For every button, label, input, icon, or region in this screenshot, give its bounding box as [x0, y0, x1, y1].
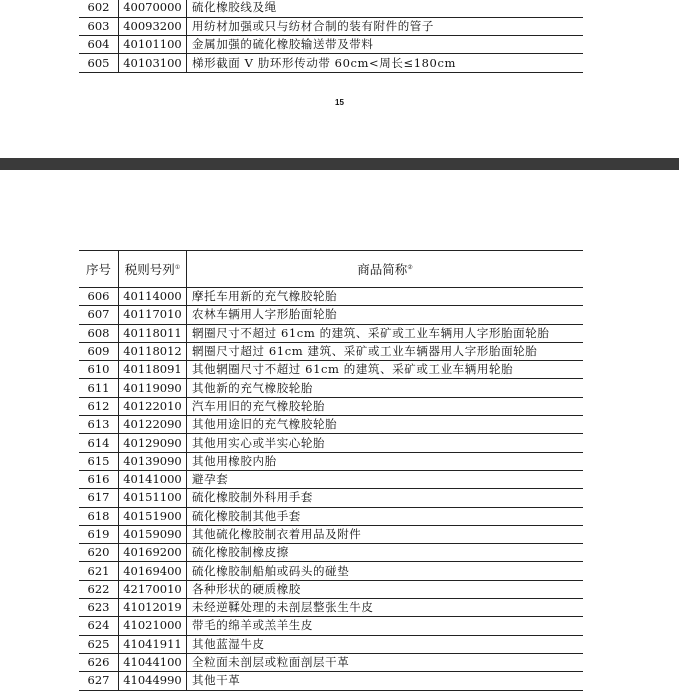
- row-product-name: 辋圈尺寸不超过 61cm 的建筑、采矿或工业车辆用人字形胎面轮胎: [187, 324, 584, 342]
- page-lower: [0, 170, 679, 695]
- row-tariff-code: 40139090: [119, 452, 187, 470]
- row-product-name: 硫化橡胶制其他手套: [187, 507, 584, 525]
- row-product-name: 用纺材加强或只与纺材合制的装有附件的管子: [187, 17, 584, 35]
- column-header-seq: 序号: [79, 251, 119, 288]
- table-row: [79, 507, 583, 525]
- row-product-name: 带毛的绵羊或羔羊生皮: [187, 617, 584, 635]
- row-product-name: 汽车用旧的充气橡胶轮胎: [187, 397, 584, 415]
- row-tariff-code: 40093200: [119, 17, 187, 35]
- row-seq: 621: [79, 562, 119, 580]
- table-row: [79, 288, 583, 306]
- row-seq: 602: [79, 0, 119, 17]
- row-tariff-code: 40129090: [119, 434, 187, 452]
- row-tariff-code: 40122010: [119, 397, 187, 415]
- row-tariff-code: 40103100: [119, 54, 187, 72]
- row-tariff-code: 40141000: [119, 470, 187, 488]
- row-seq: 623: [79, 599, 119, 617]
- row-seq: 613: [79, 416, 119, 434]
- row-product-name: 其他用橡胶内胎: [187, 452, 584, 470]
- table-row: [79, 361, 583, 379]
- row-tariff-code: 40117010: [119, 306, 187, 324]
- table-row: [79, 452, 583, 470]
- row-seq: 612: [79, 397, 119, 415]
- table-row: [79, 17, 583, 35]
- table-row: [79, 324, 583, 342]
- row-tariff-code: 40118091: [119, 361, 187, 379]
- row-product-name: 金属加强的硫化橡胶输送带及带料: [187, 36, 584, 54]
- table-row: [79, 306, 583, 324]
- table-row: [79, 416, 583, 434]
- row-seq: 604: [79, 36, 119, 54]
- row-tariff-code: 41044990: [119, 672, 187, 690]
- row-product-name: 各种形状的硬质橡胶: [187, 580, 584, 598]
- row-product-name: 其他用途旧的充气橡胶轮胎: [187, 416, 584, 434]
- table-row: [79, 525, 583, 543]
- row-seq: 609: [79, 342, 119, 360]
- column-header-code: 税则号列①: [119, 251, 187, 288]
- row-product-name: 梯形截面 V 肋环形传动带 60cm<周长≤180cm: [187, 54, 584, 72]
- table-row: [79, 653, 583, 671]
- row-tariff-code: 41021000: [119, 617, 187, 635]
- footnote-mark: ①: [174, 263, 181, 271]
- row-seq: 625: [79, 635, 119, 653]
- row-tariff-code: 40118011: [119, 324, 187, 342]
- row-tariff-code: 40114000: [119, 288, 187, 306]
- row-seq: 603: [79, 17, 119, 35]
- row-product-name: 其他硫化橡胶制衣着用品及附件: [187, 525, 584, 543]
- row-seq: 618: [79, 507, 119, 525]
- row-product-name: 硫化橡胶制橡皮擦: [187, 544, 584, 562]
- page-separator: [0, 158, 679, 170]
- row-tariff-code: 41044100: [119, 653, 187, 671]
- row-seq: 626: [79, 653, 119, 671]
- row-seq: 622: [79, 580, 119, 598]
- table-row: [79, 397, 583, 415]
- table-body: [79, 0, 583, 72]
- footnote-mark: ②: [407, 263, 413, 271]
- table-row: [79, 434, 583, 452]
- row-tariff-code: 40070000: [119, 0, 187, 17]
- row-seq: 607: [79, 306, 119, 324]
- row-seq: 627: [79, 672, 119, 690]
- table-row: [79, 379, 583, 397]
- row-seq: 620: [79, 544, 119, 562]
- row-product-name: 其他蓝湿牛皮: [187, 635, 584, 653]
- row-product-name: 全粒面未剖层或粒面剖层干革: [187, 653, 584, 671]
- row-seq: 606: [79, 288, 119, 306]
- row-tariff-code: 42170010: [119, 580, 187, 598]
- table-row: [79, 672, 583, 690]
- row-seq: 610: [79, 361, 119, 379]
- row-tariff-code: 40169400: [119, 562, 187, 580]
- row-product-name: 其他新的充气橡胶轮胎: [187, 379, 584, 397]
- row-tariff-code: 40119090: [119, 379, 187, 397]
- row-seq: 624: [79, 617, 119, 635]
- row-product-name: 硫化橡胶线及绳: [187, 0, 584, 17]
- row-seq: 619: [79, 525, 119, 543]
- tariff-table: [79, 250, 583, 691]
- table-row: [79, 635, 583, 653]
- row-tariff-code: 40151100: [119, 489, 187, 507]
- row-tariff-code: 40122090: [119, 416, 187, 434]
- row-tariff-code: 40169200: [119, 544, 187, 562]
- table-row: [79, 617, 583, 635]
- table-row: [79, 470, 583, 488]
- page-upper: [0, 0, 679, 158]
- row-tariff-code: 41041911: [119, 635, 187, 653]
- row-seq: 616: [79, 470, 119, 488]
- row-tariff-code: 41012019: [119, 599, 187, 617]
- row-product-name: 农林车辆用人字形胎面轮胎: [187, 306, 584, 324]
- row-seq: 608: [79, 324, 119, 342]
- row-product-name: 未经逆鞣处理的未剖层整张生牛皮: [187, 599, 584, 617]
- row-tariff-code: 40151900: [119, 507, 187, 525]
- table-row: [79, 544, 583, 562]
- row-product-name: 硫化橡胶制船舶或码头的碰垫: [187, 562, 584, 580]
- row-seq: 611: [79, 379, 119, 397]
- table-header-row: [79, 251, 583, 288]
- table-body: [79, 288, 583, 691]
- row-seq: 617: [79, 489, 119, 507]
- row-product-name: 其他辋圈尺寸不超过 61cm 的建筑、采矿或工业车辆用轮胎: [187, 361, 584, 379]
- table-row: [79, 562, 583, 580]
- row-seq: 605: [79, 54, 119, 72]
- row-product-name: 摩托车用新的充气橡胶轮胎: [187, 288, 584, 306]
- table-row: [79, 54, 583, 72]
- row-seq: 615: [79, 452, 119, 470]
- row-seq: 614: [79, 434, 119, 452]
- row-tariff-code: 40118012: [119, 342, 187, 360]
- table-row: [79, 599, 583, 617]
- table-row: [79, 0, 583, 17]
- row-product-name: 其他用实心或半实心轮胎: [187, 434, 584, 452]
- table-row: [79, 580, 583, 598]
- page-number: 15: [335, 98, 344, 107]
- table-row: [79, 489, 583, 507]
- row-tariff-code: 40101100: [119, 36, 187, 54]
- tariff-table-continued: [79, 0, 583, 73]
- table-row: [79, 342, 583, 360]
- column-header-name: 商品简称②: [187, 251, 584, 288]
- row-tariff-code: 40159090: [119, 525, 187, 543]
- row-product-name: 其他干革: [187, 672, 584, 690]
- table-row: [79, 36, 583, 54]
- row-product-name: 硫化橡胶制外科用手套: [187, 489, 584, 507]
- row-product-name: 避孕套: [187, 470, 584, 488]
- row-product-name: 辋圈尺寸超过 61cm 建筑、采矿或工业车辆器用人字形胎面轮胎: [187, 342, 584, 360]
